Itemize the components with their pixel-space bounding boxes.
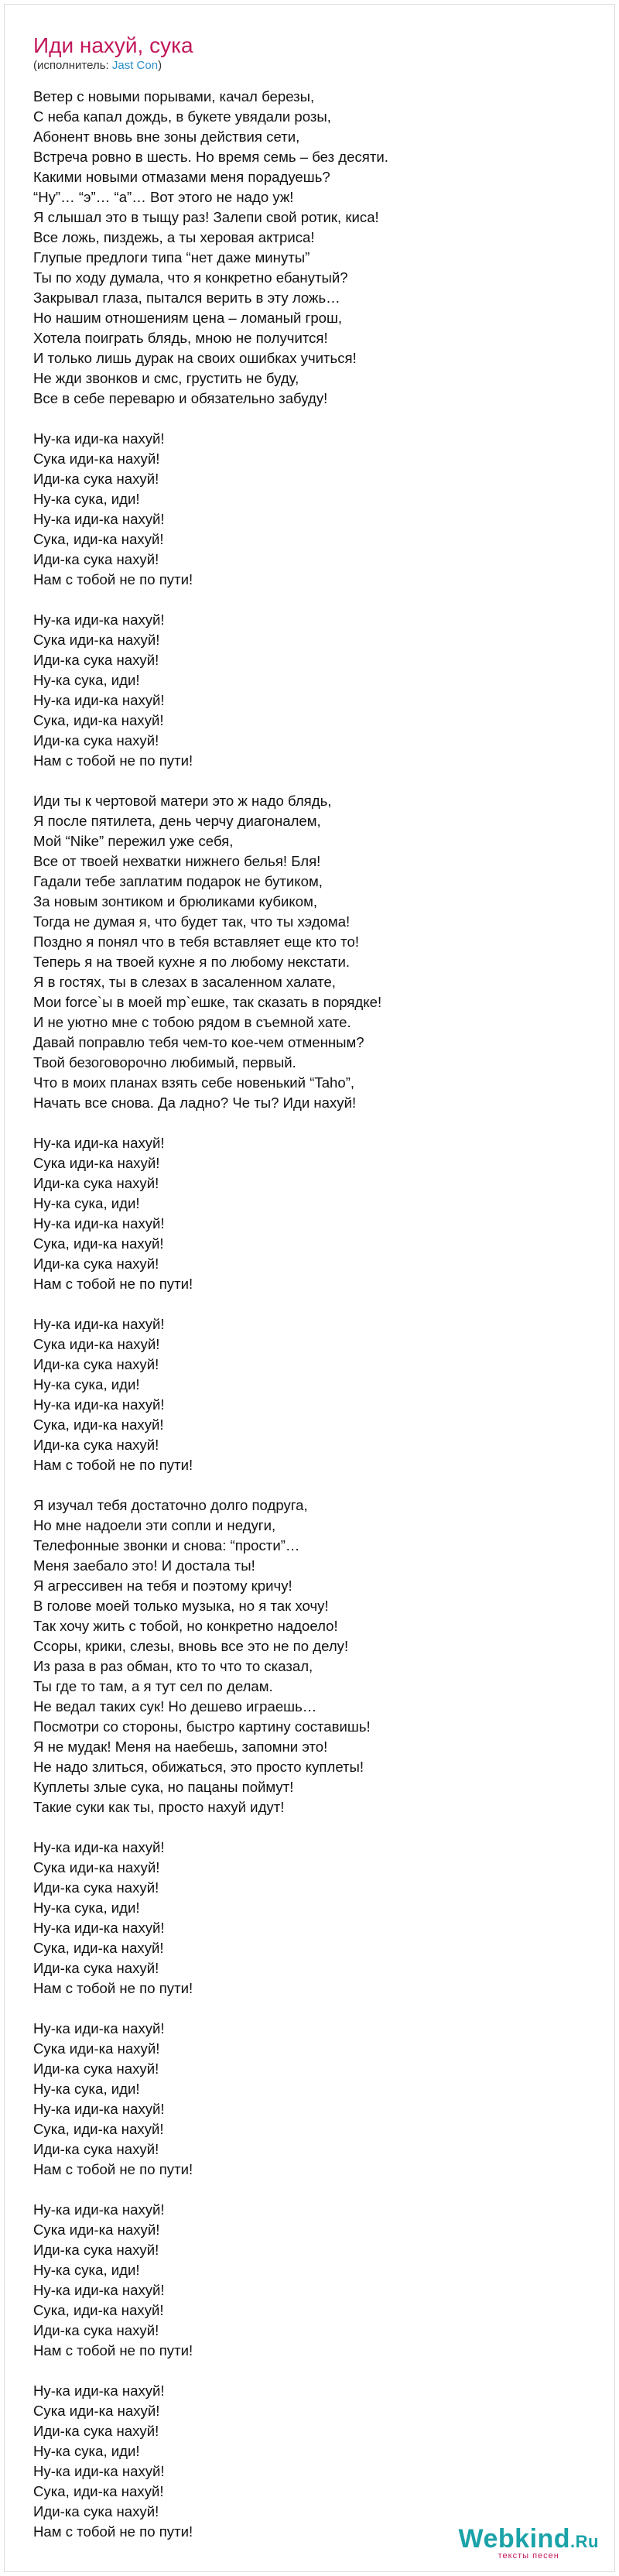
lyrics-line: Меня заебало это! И достала ты!	[33, 1557, 255, 1574]
lyrics-line: Сука, иди-ка нахуй!	[33, 1235, 164, 1252]
lyrics-line: Иди-ка сука нахуй!	[33, 2503, 159, 2519]
lyrics-line: Нам с тобой не по пути!	[33, 2161, 193, 2177]
lyrics-line: Ну-ка сука, иди!	[33, 1195, 140, 1211]
lyrics-line: Сука, иди-ка нахуй!	[33, 2483, 164, 2499]
logo-word: Webkind	[458, 2524, 571, 2554]
lyrics-stanza	[33, 1314, 575, 1475]
lyrics-line: Ну-ка иди-ка нахуй!	[33, 1920, 165, 1936]
lyrics-line: Сука, иди-ка нахуй!	[33, 531, 164, 547]
lyrics-line: Не ведал таких сук! Но дешево играешь…	[33, 1698, 317, 1714]
lyrics-stanza	[33, 1133, 575, 1294]
lyrics-stanza	[33, 2381, 575, 2542]
lyrics-line: Иди-ка сука нахуй!	[33, 1356, 159, 1372]
lyrics-line: Я агрессивен на тебя и поэтому кричу!	[33, 1577, 292, 1594]
lyrics-line: Что в моих планах взять себе новенький “Taho”,	[33, 1074, 355, 1091]
lyrics-line: Все ложь, пиздежь, а ты херовая актриса!	[33, 229, 315, 245]
lyrics-line: Я не мудак! Меня на наебешь, запомни это!	[33, 1738, 328, 1755]
lyrics-line: Сука иди-ка нахуй!	[33, 1859, 160, 1875]
song-title: Иди нахуй, сука	[33, 33, 193, 57]
lyrics-line: Я слышал это в тыщу раз! Залепи свой ротик, киса!	[33, 209, 379, 225]
lyrics-line: Ну-ка сука, иди!	[33, 2443, 140, 2459]
lyrics-line: Нам с тобой не по пути!	[33, 1457, 193, 1473]
lyrics-stanza	[33, 2019, 575, 2180]
lyrics-line: Ну-ка иди-ка нахуй!	[33, 611, 165, 628]
lyrics-line: Посмотри со стороны, быстро картину составишь!	[33, 1718, 371, 1735]
lyrics-stanza	[33, 87, 575, 409]
lyrics-line: Ну-ка иди-ка нахуй!	[33, 1316, 165, 1332]
lyrics-line: Ну-ка иди-ка нахуй!	[33, 2020, 165, 2036]
lyrics-line: Иди-ка сука нахуй!	[33, 1255, 159, 1272]
lyrics-line: Давай поправлю тебя чем-то кое-чем отменным?	[33, 1034, 364, 1050]
logo-name	[459, 2524, 600, 2554]
lyrics-line: Сука иди-ка нахуй!	[33, 450, 160, 467]
lyrics-line: Ну-ка сука, иди!	[33, 2262, 140, 2278]
lyrics-line: Глупые предлоги типа “нет даже минуты”	[33, 249, 310, 265]
lyrics-line: Сука иди-ка нахуй!	[33, 632, 160, 648]
lyrics-line: Все в себе переварю и обязательно забуду!	[33, 390, 328, 406]
lyrics-line: Поздно я понял что в тебя вставляет еще кто то!	[33, 933, 359, 950]
lyrics-line: Я после пятилета, день черчу диагоналем,	[33, 813, 321, 829]
lyrics-line: Но нашим отношениям цена – ломаный грош,	[33, 310, 343, 326]
lyrics-line: Не жди звонков и смс, грустить не буду,	[33, 370, 299, 386]
lyrics-line: Так хочу жить с тобой, но конкретно надоело!	[33, 1618, 338, 1634]
performer-prefix: (исполнитель:	[33, 59, 112, 72]
lyrics-line: Сука иди-ка нахуй!	[33, 1155, 160, 1171]
lyrics-line: Сука, иди-ка нахуй!	[33, 2302, 164, 2318]
lyrics-line: Я изучал тебя достаточно долго подруга,	[33, 1497, 308, 1513]
lyrics-line: Ну-ка сука, иди!	[33, 1899, 140, 1916]
lyrics-line: Сука, иди-ка нахуй!	[33, 712, 164, 728]
lyrics-line: Ну-ка иди-ка нахуй!	[33, 2382, 165, 2399]
lyrics-line: Ну-ка иди-ка нахуй!	[33, 1839, 165, 1855]
lyrics-line: Иди-ка сука нахуй!	[33, 1437, 159, 1453]
lyrics-line: Встреча ровно в шесть. Но время семь – без десяти.	[33, 149, 388, 165]
lyrics-line: И только лишь дурак на своих ошибках учиться!	[33, 350, 357, 366]
lyrics-line: Нам с тобой не по пути!	[33, 1276, 193, 1292]
lyrics-line: Ну-ка сука, иди!	[33, 672, 140, 688]
lyrics-line: Ссоры, крики, слезы, вновь все это не по делу!	[33, 1638, 349, 1654]
lyrics-line: Нам с тобой не по пути!	[33, 1980, 193, 1996]
lyrics-line: Куплеты злые сука, но пацаны поймут!	[33, 1779, 294, 1795]
lyrics-line: Абонент вновь вне зоны действия сети,	[33, 128, 300, 145]
lyrics-line: Какими новыми отмазами меня порадуешь?	[33, 169, 330, 185]
lyrics-line: Мои force`ы в моей mp`ешке, так сказать в порядке!	[33, 994, 382, 1010]
lyrics-line: Не надо злиться, обижаться, это просто куплеты!	[33, 1759, 364, 1775]
site-logo[interactable]	[459, 2524, 600, 2561]
lyrics-line: Сука, иди-ка нахуй!	[33, 1940, 164, 1956]
lyrics-line: Ну-ка сука, иди!	[33, 1376, 140, 1392]
lyrics-line: Ну-ка иди-ка нахуй!	[33, 2201, 165, 2218]
lyrics-line: Ты где то там, а я тут сел по делам.	[33, 1678, 273, 1694]
lyrics-line: Нам с тобой не по пути!	[33, 752, 193, 769]
lyrics-line: Ну-ка иди-ка нахуй!	[33, 2463, 165, 2479]
lyrics-line: Твой безоговорочно любимый, первый.	[33, 1054, 296, 1070]
logo-tld: .Ru	[570, 2532, 599, 2551]
lyrics-line: Ну-ка сука, иди!	[33, 491, 140, 507]
lyrics-line: Иди-ка сука нахуй!	[33, 732, 159, 748]
lyrics-stanza	[33, 429, 575, 590]
lyrics-stanza	[33, 610, 575, 771]
lyrics-line: Сука, иди-ка нахуй!	[33, 2121, 164, 2137]
lyrics-line: Иди-ка сука нахуй!	[33, 2060, 159, 2077]
lyrics-line: Я в гостях, ты в слезах в засаленном халате,	[33, 974, 336, 990]
lyrics-line: Нам с тобой не по пути!	[33, 2523, 193, 2540]
lyrics-stanza	[33, 2200, 575, 2361]
lyrics-line: С неба капал дождь, в букете увядали розы,	[33, 108, 331, 125]
lyrics-line: Ну-ка сука, иди!	[33, 2081, 140, 2097]
lyrics-line: Сука иди-ка нахуй!	[33, 1336, 160, 1352]
lyrics-line: Ну-ка иди-ка нахуй!	[33, 511, 165, 527]
lyrics-line: Ветер с новыми порывами, качал березы,	[33, 88, 315, 104]
lyrics-body	[33, 87, 575, 2562]
performer-link[interactable]: Jast Con	[111, 59, 159, 72]
lyrics-line: Телефонные звонки и снова: “прости”…	[33, 1537, 300, 1553]
lyrics-line: Иди-ка сука нахуй!	[33, 471, 159, 487]
lyrics-line: И не уютно мне с тобою рядом в съемной хате.	[33, 1014, 351, 1030]
lyrics-line: Сука, иди-ка нахуй!	[33, 1416, 164, 1433]
lyrics-line: Нам с тобой не по пути!	[33, 2342, 193, 2358]
lyrics-line: Мой “Nike” пережил уже себя,	[33, 833, 234, 849]
lyrics-line: Ну-ка иди-ка нахуй!	[33, 430, 165, 447]
lyrics-stanza	[33, 1495, 575, 1817]
lyrics-line: Иди-ка сука нахуй!	[33, 2242, 159, 2258]
lyrics-line: Закрывал глаза, пытался верить в эту ложь…	[33, 289, 340, 306]
lyrics-line: Ну-ка иди-ка нахуй!	[33, 692, 165, 708]
performer-line	[33, 59, 162, 72]
lyrics-line: Иди-ка сука нахуй!	[33, 2141, 159, 2157]
lyrics-line: Иди-ка сука нахуй!	[33, 551, 159, 567]
lyrics-page	[4, 4, 615, 2572]
lyrics-line: Но мне надоели эти сопли и недуги,	[33, 1517, 276, 1533]
lyrics-line: Такие суки как ты, просто нахуй идут!	[33, 1799, 285, 1815]
lyrics-line: В голове моей только музыка, но я так хочу!	[33, 1598, 329, 1614]
lyrics-line: Иди ты к чертовой матери это ж надо блядь,	[33, 793, 332, 809]
lyrics-line: Сука иди-ка нахуй!	[33, 2403, 160, 2419]
lyrics-line: Гадали тебе заплатим подарок не бутиком,	[33, 873, 323, 889]
lyrics-line: Иди-ка сука нахуй!	[33, 2423, 159, 2439]
lyrics-line: Иди-ка сука нахуй!	[33, 1960, 159, 1976]
lyrics-line: Хотела поиграть блядь, мною не получится!	[33, 330, 328, 346]
lyrics-line: Из раза в раз обман, кто то что то сказал,	[33, 1658, 313, 1674]
lyrics-line: Начать все снова. Да ладно? Че ты? Иди нахуй!	[33, 1094, 357, 1111]
lyrics-stanza	[33, 1838, 575, 1999]
lyrics-line: Ты по ходу думала, что я конкретно ебанутый?	[33, 269, 348, 286]
lyrics-line: “Ну”… “э”… “а”… Вот этого не надо уж!	[33, 189, 294, 205]
lyrics-line: Иди-ка сука нахуй!	[33, 2322, 159, 2338]
lyrics-line: Ну-ка иди-ка нахуй!	[33, 2101, 165, 2117]
lyrics-line: Ну-ка иди-ка нахуй!	[33, 1135, 165, 1151]
lyrics-line: Ну-ка иди-ка нахуй!	[33, 1396, 165, 1413]
lyrics-line: За новым зонтиком и брюликами кубиком,	[33, 893, 318, 909]
logo-tagline: тексты песен	[498, 2551, 559, 2561]
lyrics-line: Иди-ка сука нахуй!	[33, 1175, 159, 1191]
lyrics-line: Сука иди-ка нахуй!	[33, 2040, 160, 2057]
lyrics-line: Иди-ка сука нахуй!	[33, 652, 159, 668]
performer-suffix: )	[158, 59, 162, 72]
lyrics-line: Иди-ка сука нахуй!	[33, 1879, 159, 1896]
lyrics-line: Все от твоей нехватки нижнего белья! Бля!	[33, 853, 321, 869]
lyrics-line: Нам с тобой не по пути!	[33, 571, 193, 587]
lyrics-line: Тогда не думая я, что будет так, что ты хэдома!	[33, 913, 351, 930]
lyrics-line: Ну-ка иди-ка нахуй!	[33, 1215, 165, 1231]
lyrics-line: Теперь я на твоей кухне я по любому некстати.	[33, 954, 351, 970]
lyrics-stanza	[33, 791, 575, 1113]
lyrics-line: Сука иди-ка нахуй!	[33, 2221, 160, 2238]
lyrics-line: Ну-ка иди-ка нахуй!	[33, 2282, 165, 2298]
